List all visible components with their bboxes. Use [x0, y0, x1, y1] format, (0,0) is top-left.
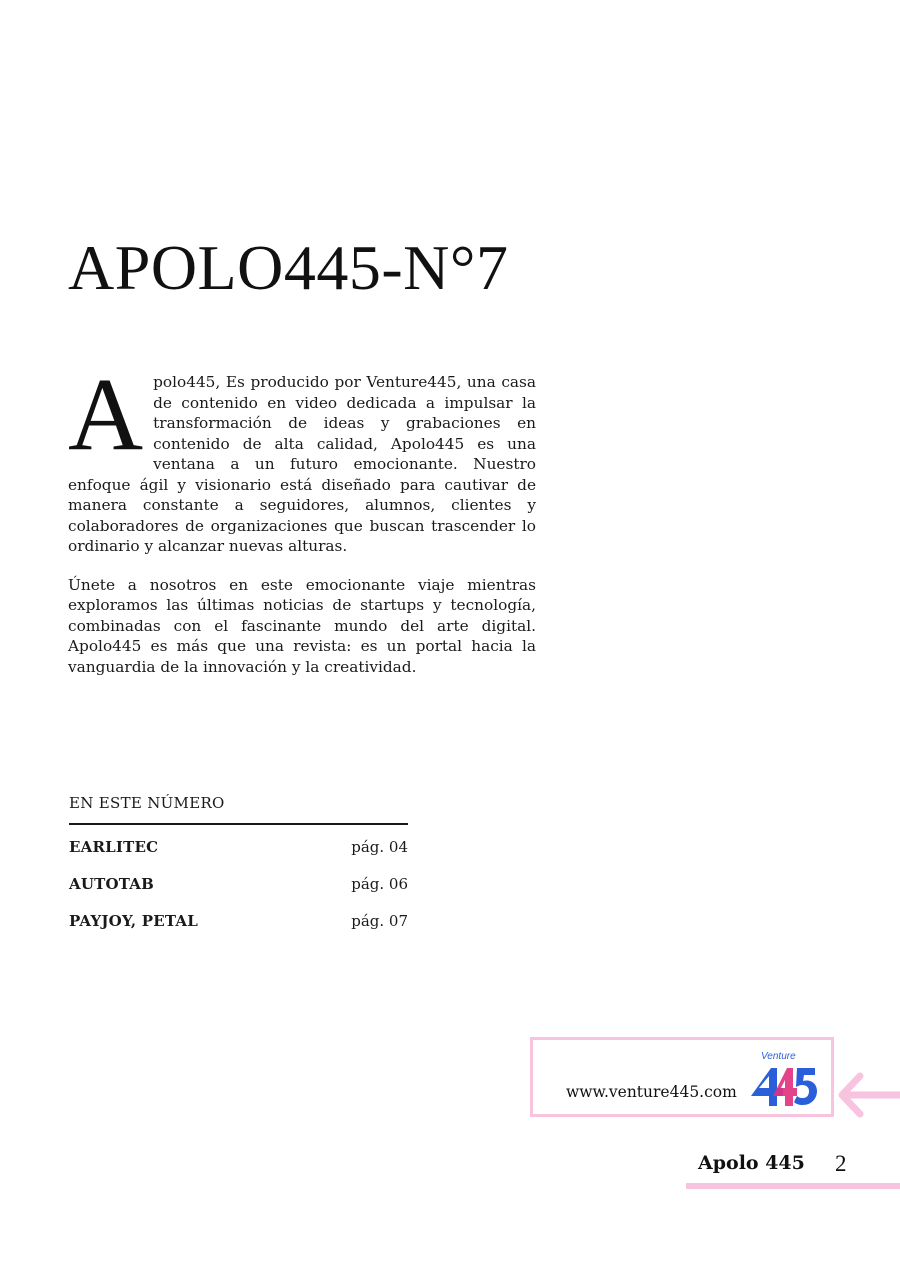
toc-item-name: EARLITEC: [69, 838, 159, 856]
toc-item[interactable]: [69, 838, 408, 875]
table-of-contents: [69, 794, 408, 949]
logo-text-small: Venture: [761, 1051, 796, 1062]
website-link[interactable]: www.venture445.com: [566, 1083, 737, 1101]
toc-item-page: pág. 04: [351, 838, 408, 856]
toc-item-page: pág. 07: [351, 912, 408, 930]
intro-paragraph-1-text: polo445, Es producido por Venture445, una casa de contenido en video dedicada a impulsar la transformación de ideas y grabaciones en contenido de alta calidad, Apolo445 es una ventana a un futuro emocionante. Nuestro enfoque ágil y visionario está diseñado para cautivar de manera constante a seguidores, alumnos, clientes y colaboradores de organizaciones que buscan trascender lo ordinario y alcanzar nuevas alturas.: [68, 373, 536, 555]
drop-cap: A: [68, 357, 144, 472]
arrow-left-icon: [836, 1070, 900, 1120]
intro-text: [68, 357, 536, 695]
toc-heading: EN ESTE NÚMERO: [69, 794, 225, 812]
intro-paragraph-1: [68, 357, 536, 557]
toc-item[interactable]: [69, 875, 408, 912]
magazine-title: APOLO445-N°7: [68, 232, 509, 303]
footer-accent-bar: [686, 1183, 900, 1189]
venture445-logo-icon: [747, 1048, 819, 1106]
footer-magazine-name: Apolo 445: [698, 1152, 805, 1174]
intro-paragraph-2: Únete a nosotros en este emocionante viaje mientras exploramos las últimas noticias de startups y tecnología, combinadas con el fascinante mundo del arte digital. Apolo445 es más que una revista: es un portal hacia la vanguardia de la innovación y la creatividad.: [68, 575, 536, 676]
promo-box: [530, 1037, 834, 1117]
toc-item-name: AUTOTAB: [69, 875, 155, 893]
toc-item-name: PAYJOY, PETAL: [69, 912, 199, 930]
toc-item[interactable]: [69, 912, 408, 949]
toc-item-page: pág. 06: [351, 875, 408, 893]
toc-divider: [69, 823, 408, 825]
page-number: 2: [835, 1151, 847, 1176]
